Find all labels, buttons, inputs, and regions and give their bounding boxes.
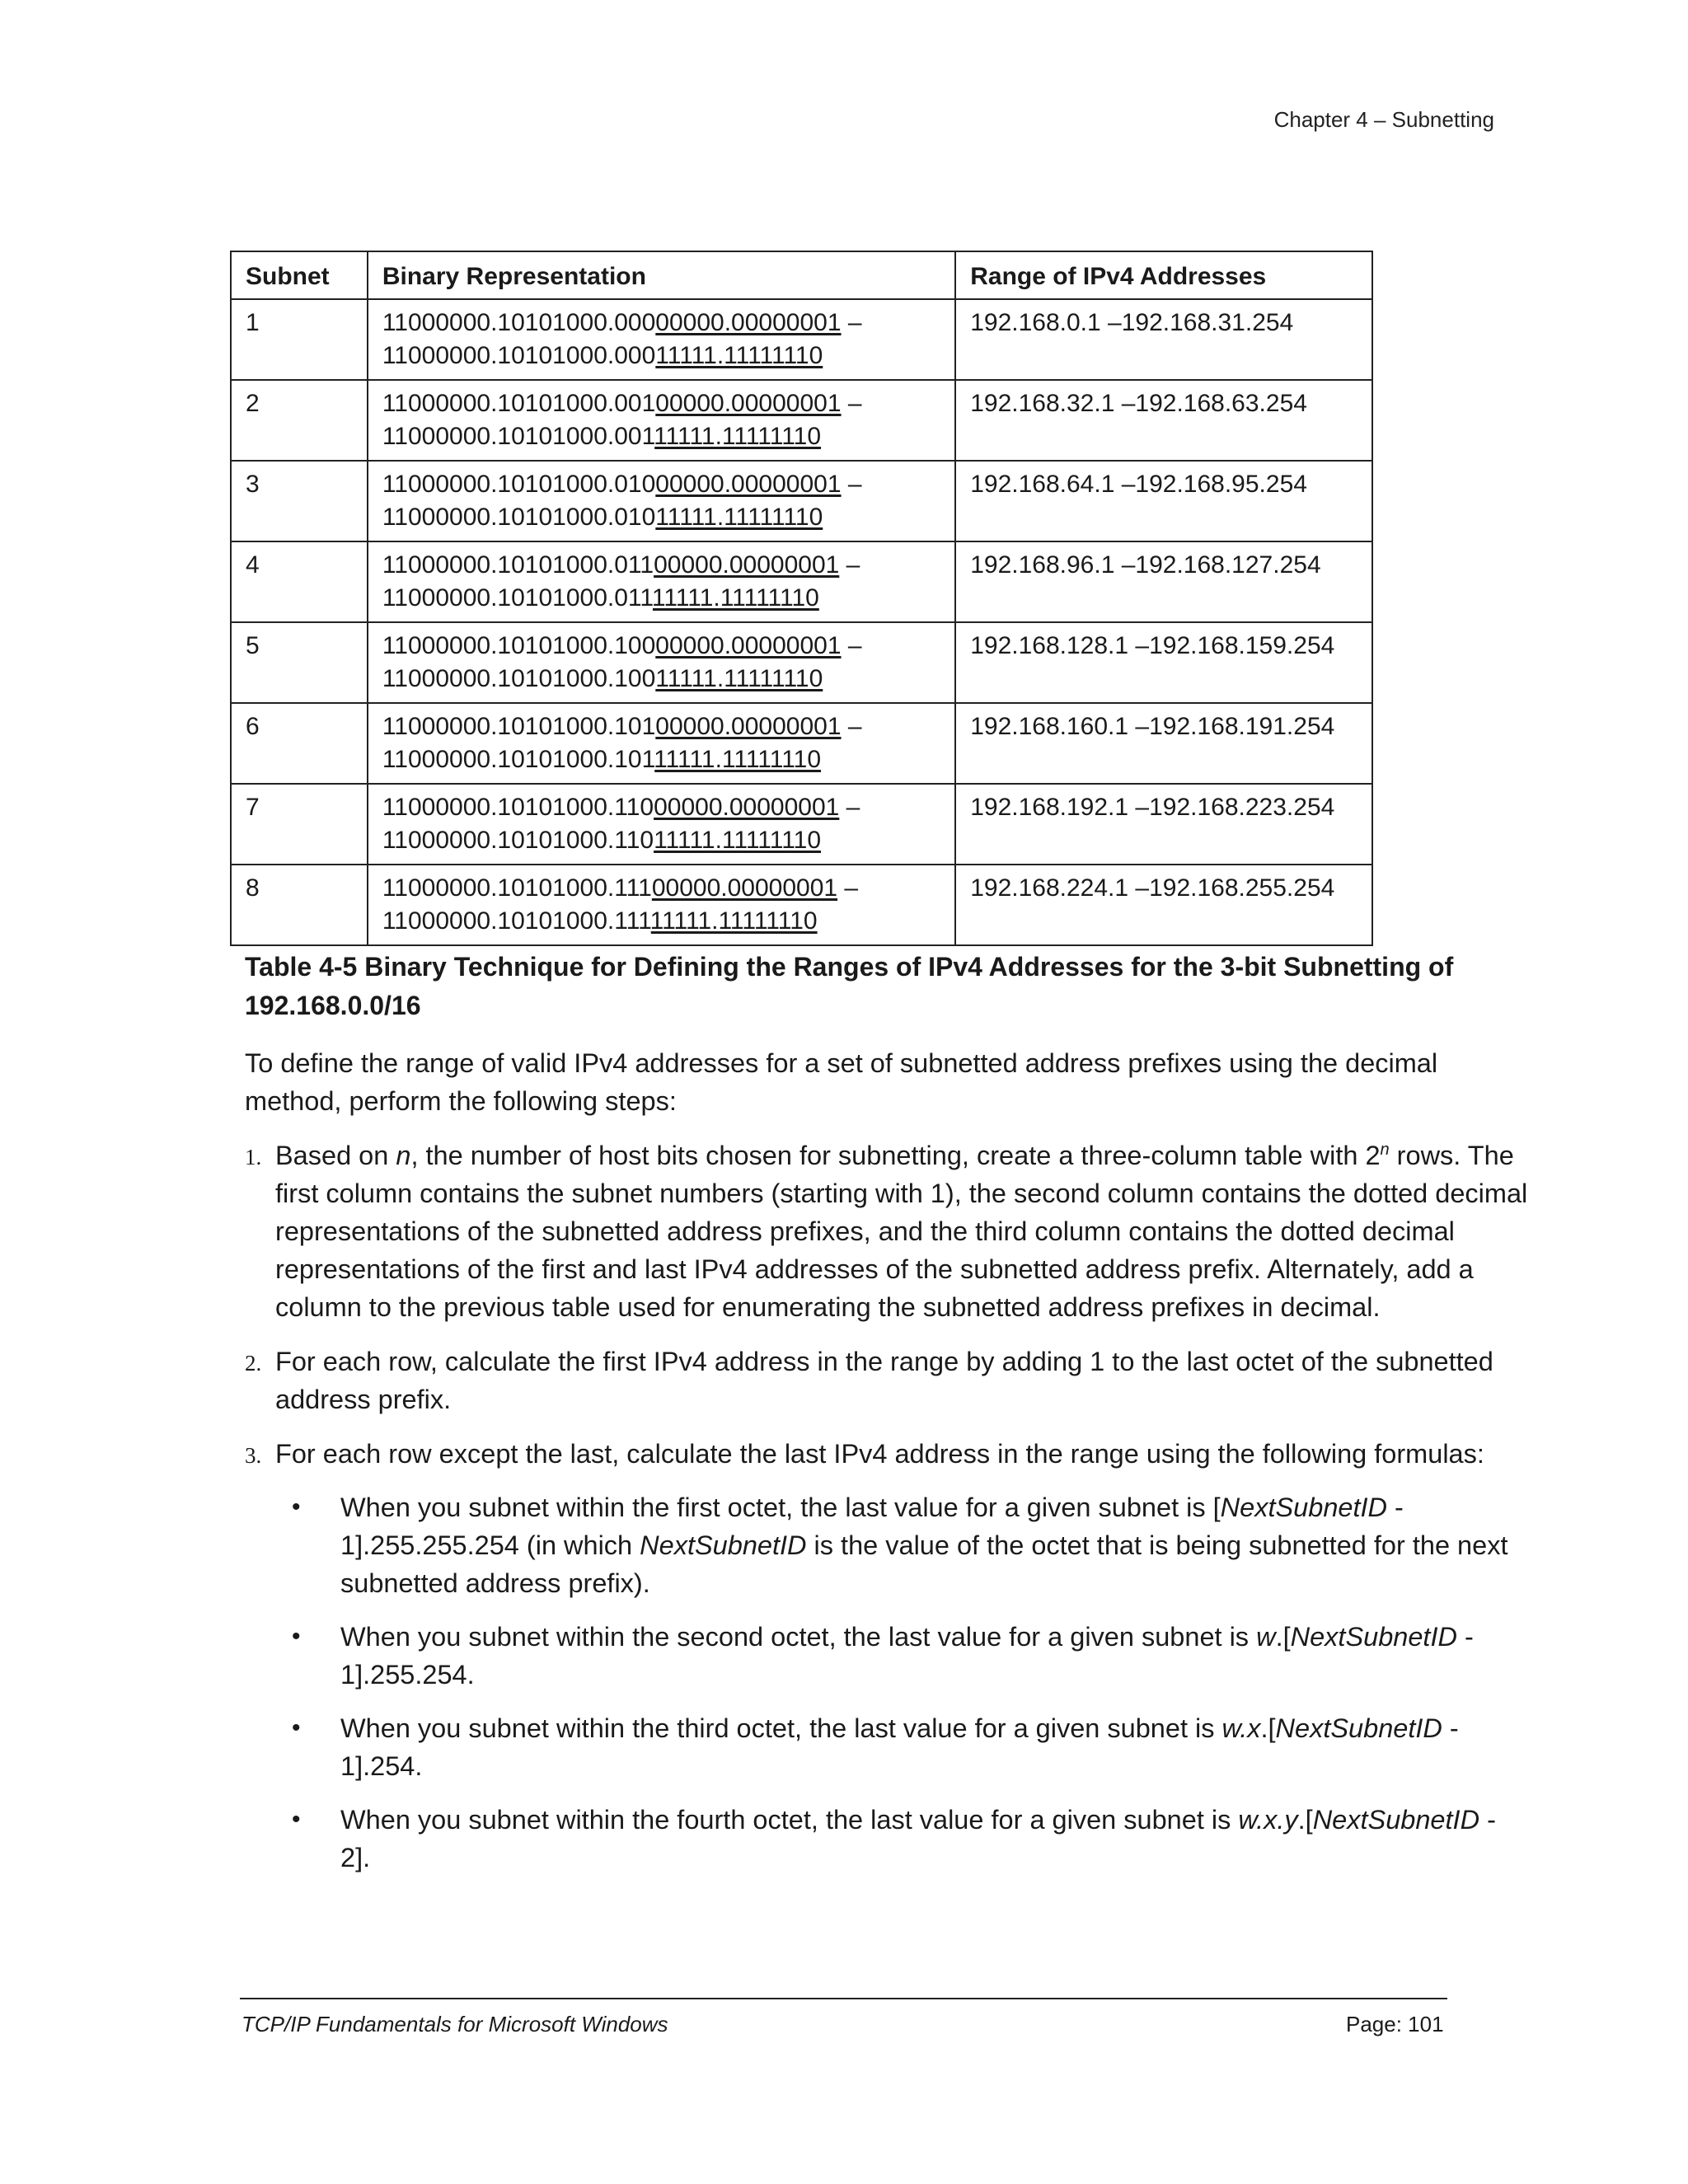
binary-prefix: 11000000.10101000.001 [382,423,655,450]
address-range: 192.168.0.1 –192.168.31.254 [955,299,1372,380]
step-number: 3. [245,1443,262,1468]
binary-host-bits: 11111.11111110 [655,342,823,369]
footer-page-number: Page: 101 [1346,2012,1444,2036]
bullet-icon: • [292,1806,301,1833]
binary-host-bits: 00000.00000001 [654,551,840,579]
table-row [231,622,1372,703]
subnet-number: 8 [231,865,368,945]
step-number: 2. [245,1351,262,1376]
binary-representation [368,703,955,784]
bullet-item [245,1618,1531,1694]
step-text: rows. The first column contains the subnet numbers (starting with 1), the second column contains the dotted decimal representations of the subnetted address prefixes, and the third column contains the dotted decimal representations of the first and last IPv4 addresses of the subnetted address prefix. Alternately, add a column to the previous table used for enumerating the subnetted address prefixes in decimal. [275,1141,1528,1322]
address-range: 192.168.128.1 –192.168.159.254 [955,622,1372,703]
address-range: 192.168.160.1 –192.168.191.254 [955,703,1372,784]
binary-prefix: 11000000.10101000.100 [382,632,656,659]
table-caption: Table 4-5 Binary Technique for Defining the Ranges of IPv4 Addresses for the 3-bit Subnetting of 192.168.0.0/16 [245,952,1454,1020]
bullet-italic: NextSubnetID [1312,1805,1480,1835]
bullet-text: - 1].255.255.254 (in which [340,1493,1404,1560]
bullet-item [245,1488,1531,1602]
binary-host-bits: 00000.00000001 [655,390,842,417]
bullet-text: - 1].254. [340,1713,1459,1781]
dash: – [839,794,860,821]
binary-host-bits: 11111.11111110 [655,665,823,692]
dash: – [839,551,860,579]
header-binary-representation: Binary Representation [368,251,955,299]
binary-prefix: 11000000.10101000.110 [382,827,654,854]
bullet-icon: • [292,1714,301,1741]
table-row [231,461,1372,541]
address-range: 192.168.32.1 –192.168.63.254 [955,380,1372,461]
binary-representation [368,784,955,865]
binary-prefix: 11000000.10101000.010 [382,471,656,498]
step-item [245,1343,1531,1418]
binary-prefix: 11000000.10101000.110 [382,794,654,821]
binary-host-bits: 11111.11111110 [654,423,822,450]
binary-representation [368,380,955,461]
binary-prefix: 11000000.10101000.011 [382,584,653,612]
bullet-italic: NextSubnetID [1220,1493,1388,1522]
bullet-italic: NextSubnetID [1275,1713,1442,1743]
bullet-italic: NextSubnetID [1290,1622,1457,1652]
intro-paragraph: To define the range of valid IPv4 addresses for a set of subnetted address prefixes using the decimal method, perform the following steps: [245,1048,1438,1116]
binary-prefix: 11000000.10101000.000 [382,342,656,369]
step-number: 1. [245,1145,262,1169]
dash: – [841,632,862,659]
bullet-italic: NextSubnetID [640,1530,807,1560]
binary-host-bits: 00000.00000001 [655,309,842,336]
dash: – [837,874,859,902]
table-row [231,541,1372,622]
bullet-text: When you subnet within the fourth octet, the last value for a given subnet is [340,1805,1239,1835]
binary-host-bits: 00000.00000001 [655,632,842,659]
binary-host-bits: 00000.00000001 [654,794,840,821]
binary-host-bits: 11111.11111110 [654,746,822,773]
bullet-item [245,1801,1531,1877]
step-text: Based on [275,1141,396,1170]
table-row [231,380,1372,461]
table-header-row [231,251,1372,299]
subnet-number: 6 [231,703,368,784]
step-text: For each row except the last, calculate the last IPv4 address in the range using the following formulas: [275,1439,1484,1469]
step-item [245,1435,1531,1877]
step-item [245,1137,1531,1326]
header-subnet: Subnet [231,251,368,299]
binary-representation [368,461,955,541]
step-text: , the number of host bits chosen for subnetting, create a three-column table with 2 [410,1141,1381,1170]
binary-host-bits: 11111.11111110 [654,827,822,854]
subnet-number: 4 [231,541,368,622]
binary-prefix: 11000000.10101000.001 [382,390,656,417]
binary-representation [368,541,955,622]
header-range: Range of IPv4 Addresses [955,251,1372,299]
binary-host-bits: 11111.11111110 [652,584,819,612]
binary-host-bits: 11111.11111110 [650,907,818,935]
subnet-number: 3 [231,461,368,541]
bullet-text: is the value of the octet that is being subnetted for the next subnetted address prefix). [340,1530,1508,1598]
formula-bullets [275,1488,1531,1877]
subnet-number: 5 [231,622,368,703]
binary-prefix: 11000000.10101000.010 [382,504,656,531]
footer-book-title: TCP/IP Fundamentals for Microsoft Windows [241,2012,668,2036]
bullet-text: .[ [1297,1805,1313,1835]
binary-prefix: 11000000.10101000.011 [382,551,654,579]
binary-host-bits: 00000.00000001 [655,713,842,740]
binary-host-bits: 11111.11111110 [655,504,823,531]
subnet-number: 1 [231,299,368,380]
binary-host-bits: 00000.00000001 [655,471,842,498]
binary-prefix: 11000000.10101000.101 [382,746,655,773]
bullet-text: When you subnet within the second octet, the last value for a given subnet is [340,1622,1257,1652]
binary-prefix: 11000000.10101000.111 [382,907,651,935]
step-text: For each row, calculate the first IPv4 address in the range by adding 1 to the last octet of the subnetted address prefix. [275,1347,1493,1414]
address-range: 192.168.64.1 –192.168.95.254 [955,461,1372,541]
bullet-text: - 1].255.254. [340,1622,1474,1690]
dash: – [841,471,862,498]
binary-representation [368,299,955,380]
chapter-header: Chapter 4 – Subnetting [1273,107,1494,132]
footer-divider [240,1998,1447,1999]
binary-representation [368,622,955,703]
dash: – [841,309,862,336]
bullet-item [245,1709,1531,1785]
binary-representation [368,865,955,945]
bullet-text: .[ [1260,1713,1276,1743]
dash: – [841,390,862,417]
address-range: 192.168.96.1 –192.168.127.254 [955,541,1372,622]
subnet-number: 7 [231,784,368,865]
bullet-text: - 2]. [340,1805,1496,1872]
table-row [231,784,1372,865]
superscript-n: n [1380,1141,1390,1160]
bullet-italic: w [1256,1622,1276,1652]
binary-prefix: 11000000.10101000.101 [382,713,656,740]
bullet-icon: • [292,1493,301,1521]
binary-prefix: 11000000.10101000.100 [382,665,656,692]
bullet-text: .[ [1275,1622,1291,1652]
binary-prefix: 11000000.10101000.111 [382,874,652,902]
bullet-text: When you subnet within the third octet, the last value for a given subnet is [340,1713,1222,1743]
variable-n: n [396,1141,411,1170]
binary-prefix: 11000000.10101000.000 [382,309,656,336]
bullet-icon: • [292,1623,301,1650]
table-row [231,865,1372,945]
binary-technique-table [230,251,1373,946]
table-row [231,703,1372,784]
dash: – [841,713,862,740]
bullet-text: When you subnet within the first octet, the last value for a given subnet is [ [340,1493,1221,1522]
bullet-italic: w.x [1221,1713,1261,1743]
address-range: 192.168.192.1 –192.168.223.254 [955,784,1372,865]
steps-list [245,1137,1531,1893]
table-row [231,299,1372,380]
bullet-italic: w.x.y [1238,1805,1298,1835]
binary-host-bits: 00000.00000001 [651,874,838,902]
address-range: 192.168.224.1 –192.168.255.254 [955,865,1372,945]
subnet-number: 2 [231,380,368,461]
